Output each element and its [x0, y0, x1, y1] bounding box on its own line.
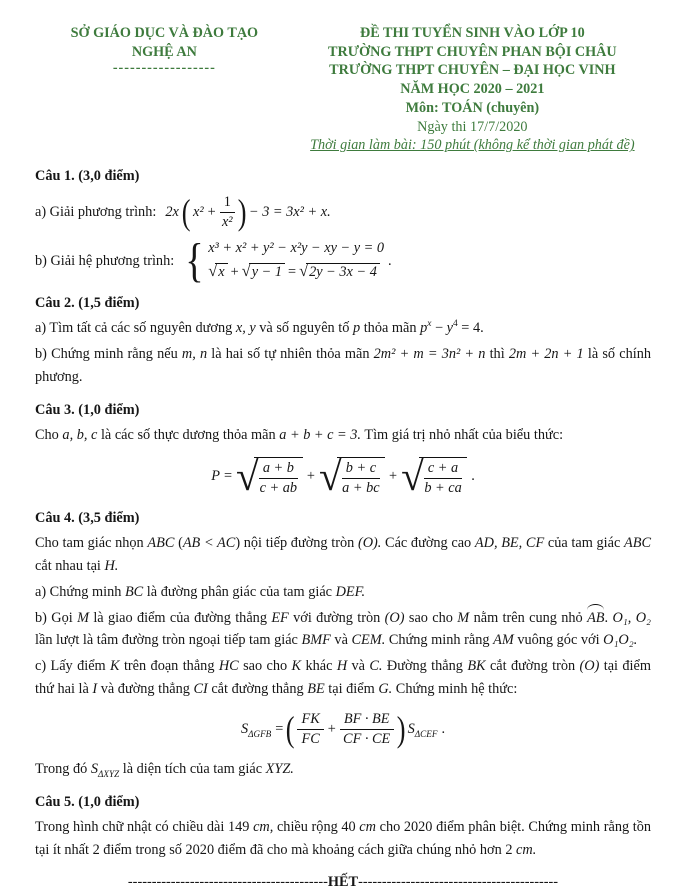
- plus-operator: +: [207, 204, 216, 221]
- text-run: S: [90, 761, 99, 778]
- cau1-heading: Câu 1. (3,0 điểm): [35, 168, 140, 185]
- text-run: nằm trên cung nhỏ: [469, 609, 588, 626]
- radical: [401, 453, 467, 500]
- text-run: Trong hình chữ nhật có chiều dài 149: [35, 819, 254, 836]
- cau4-intro: [35, 532, 651, 578]
- text-run: O₁, O₂: [612, 609, 651, 626]
- radical-sign: √: [241, 261, 251, 281]
- text-run: lần lượt là tâm đường tròn ngoại tiếp tam giác: [35, 632, 302, 649]
- footer-dashes-right: ------------------------------------------: [358, 874, 559, 891]
- radical: [208, 263, 227, 282]
- math-term: S: [407, 721, 415, 738]
- footer-dashes-left: ------------------------------------------: [127, 874, 328, 891]
- cau2b-text: [35, 343, 651, 389]
- text-run: G.: [378, 681, 393, 698]
- text-run: H.: [104, 557, 119, 574]
- text-run: là diện tích của tam giác: [119, 761, 266, 778]
- fraction-numerator: a + b: [259, 460, 298, 479]
- text-run: Chứng minh hệ thức:: [392, 681, 518, 698]
- cau4b-text: [35, 607, 651, 653]
- cau1a-label: a) Giải phương trình:: [35, 204, 157, 221]
- text-run: a) Tìm tất cả các số nguyên dương: [35, 320, 236, 337]
- text-run: Cho tam giác nhọn: [35, 534, 148, 551]
- text-run: = 4.: [457, 320, 484, 337]
- fraction-denominator: c + ab: [259, 479, 298, 496]
- text-run: và đường thẳng: [97, 681, 194, 698]
- exam-duration: Thời gian làm bài: 150 phút (không kể thời gian phát đề): [310, 137, 635, 154]
- math-term: − 3 = 3x² + x.: [248, 204, 331, 221]
- end-of-exam-marker: [35, 874, 651, 891]
- text-run: tại điểm: [324, 681, 379, 698]
- text-run: p: [420, 320, 428, 337]
- cau5-text: [35, 816, 651, 862]
- text-run: (O).: [357, 534, 382, 551]
- left-paren: (: [181, 192, 191, 233]
- text-run: AB: [587, 607, 604, 630]
- text-run: ) nội tiếp đường tròn: [235, 534, 358, 551]
- math-term: x²: [192, 204, 204, 221]
- text-run: C.: [369, 658, 383, 675]
- s-term: [241, 721, 271, 738]
- text-run: vuông góc với: [513, 632, 604, 649]
- fraction-numerator: FK: [297, 711, 323, 730]
- text-run: BC: [124, 583, 144, 600]
- text-run: K: [110, 658, 120, 675]
- text-run: (O): [579, 658, 600, 675]
- radical-sign: √: [401, 453, 424, 500]
- fraction-denominator: b + ca: [424, 479, 462, 496]
- text-run: 2m + 2n + 1: [508, 346, 584, 363]
- cau2-heading: Câu 2. (1,5 điểm): [35, 295, 140, 312]
- cau1a-line: [35, 194, 651, 231]
- text-run: CI: [193, 681, 208, 698]
- period: .: [388, 252, 392, 269]
- cau4-display-formula: [35, 711, 651, 748]
- fraction-denominator: x²: [221, 214, 233, 231]
- plus-operator: +: [389, 468, 398, 485]
- equals-sign: =: [288, 263, 297, 280]
- fraction-numerator: c + a: [424, 460, 462, 479]
- fraction-numerator: 1: [220, 194, 235, 213]
- text-run: a, b, c: [62, 426, 98, 443]
- text-run: và số nguyên tố: [255, 320, 353, 337]
- radical-sign: √: [318, 453, 342, 500]
- text-run: −: [431, 320, 447, 337]
- text-run: ABC: [147, 534, 175, 551]
- cau4c-text: [35, 655, 651, 701]
- text-run: là số chính phương.: [35, 346, 651, 385]
- system-row-1: x³ + x² + y² − x²y − xy − y = 0: [208, 240, 385, 257]
- fraction-denominator: a + bc: [342, 479, 380, 496]
- section-cau-4: [35, 510, 651, 781]
- text-run: Các đường cao: [381, 534, 475, 551]
- school-name-1: TRƯỜNG THPT CHUYÊN PHAN BỘI CHÂU: [328, 43, 617, 60]
- text-run: Cho: [35, 426, 63, 443]
- text-run: trên đoạn thẳng: [119, 658, 219, 675]
- text-run: O₁O₂.: [603, 632, 638, 649]
- cau4-note: [35, 758, 651, 781]
- text-run: y: [446, 320, 454, 337]
- text-run: (: [174, 534, 183, 551]
- text-run: cắt đường thẳng: [207, 681, 308, 698]
- text-run: là các số thực dương thỏa mãn: [97, 426, 280, 443]
- text-run: p: [352, 320, 361, 337]
- text-run: và: [330, 632, 352, 649]
- system-brace: {: [185, 233, 204, 287]
- fraction-numerator: b + c: [342, 460, 380, 479]
- text-run: là giao điểm của đường thẳng: [88, 609, 272, 626]
- subject-line: Môn: TOÁN (chuyên): [405, 99, 540, 116]
- s-term: [408, 721, 438, 738]
- fraction-denominator: CF · CE: [343, 731, 391, 748]
- plus-operator: +: [327, 721, 336, 738]
- radical-sign: √: [299, 261, 309, 281]
- text-run: cm,: [253, 819, 274, 836]
- divider-dashes: ------------------: [112, 60, 216, 77]
- text-run: 4: [453, 319, 458, 330]
- text-run: với đường tròn: [288, 609, 385, 626]
- text-run: CEM.: [351, 632, 386, 649]
- radical: [318, 453, 385, 500]
- cau1b-label: b) Giải hệ phương trình:: [35, 252, 175, 269]
- text-run: chiều rộng 40: [273, 819, 360, 836]
- text-run: AB < AC: [182, 534, 236, 551]
- subscript: ΔCEF: [414, 729, 438, 740]
- text-run: BMF: [301, 632, 331, 649]
- text-run: của tam giác: [544, 534, 624, 551]
- text-run: thỏa mãn: [360, 320, 421, 337]
- text-run: BE: [307, 681, 325, 698]
- authority-name: SỞ GIÁO DỤC VÀ ĐÀO TẠO: [70, 25, 259, 41]
- text-run: I: [92, 681, 98, 698]
- cau3-intro: [35, 424, 651, 447]
- cau5-heading: Câu 5. (1,0 điểm): [35, 794, 140, 811]
- authority-province: NGHỆ AN: [131, 43, 197, 60]
- radicand: 2y − 3x − 4: [306, 263, 380, 282]
- system-rows: [208, 240, 384, 282]
- equals-sign: =: [223, 468, 233, 485]
- het-label: HẾT: [327, 874, 359, 891]
- text-run: cắt đường tròn: [485, 658, 580, 675]
- text-run: a) Chứng minh: [35, 583, 125, 600]
- radical: [236, 453, 303, 500]
- math-term: S: [240, 721, 249, 738]
- text-run: M: [457, 609, 470, 626]
- area-relation-formula: [241, 711, 445, 748]
- fraction: [220, 194, 235, 231]
- text-run: DEF.: [335, 583, 366, 600]
- text-run: b) Chứng minh rằng nếu: [35, 346, 182, 363]
- text-run: sao cho: [404, 609, 458, 626]
- text-run: ΔXYZ: [98, 769, 120, 780]
- section-cau-1: [35, 168, 651, 287]
- cau4a-text: [35, 581, 651, 604]
- left-paren: (: [286, 709, 295, 750]
- exam-body: [35, 168, 651, 862]
- math-term: 2x: [165, 204, 179, 221]
- period: .: [471, 468, 475, 485]
- text-run: K: [291, 658, 302, 675]
- text-run: x: [427, 319, 432, 330]
- section-cau-3: [35, 401, 651, 500]
- plus-operator: +: [306, 468, 315, 485]
- text-run: (O): [384, 609, 405, 626]
- text-run: c) Lấy điểm: [35, 658, 111, 675]
- cau3-heading: Câu 3. (1,0 điểm): [35, 401, 140, 418]
- document-header: [35, 24, 651, 155]
- radical-sign: √: [236, 453, 259, 500]
- text-run: EF: [271, 609, 289, 626]
- text-run: là đường phân giác của tam giác: [143, 583, 336, 600]
- text-run: Tìm giá trị nhỏ nhất của biểu thức:: [361, 426, 564, 443]
- radicand: y − 1: [249, 263, 285, 282]
- exam-title-block: [294, 24, 651, 155]
- text-run: và: [347, 658, 370, 675]
- equals-sign: =: [275, 721, 284, 738]
- radical-sign: √: [208, 261, 218, 281]
- text-run: x, y: [235, 320, 256, 337]
- fraction-numerator: BF · BE: [340, 711, 394, 730]
- school-name-2: TRƯỜNG THPT CHUYÊN – ĐẠI HỌC VINH: [329, 62, 616, 79]
- text-run: thì: [485, 346, 509, 363]
- text-run: Đường thẳng: [382, 658, 468, 675]
- text-run: cm: [359, 819, 376, 836]
- subscript: ΔGFB: [248, 729, 272, 740]
- text-run: BK: [467, 658, 486, 675]
- text-run: M: [77, 609, 89, 626]
- exam-date: Ngày thi 17/7/2020: [417, 118, 528, 135]
- radicand: [337, 457, 385, 497]
- text-run: Chứng minh rằng: [385, 632, 494, 649]
- radicand: [419, 457, 467, 497]
- system-row-2: [208, 263, 380, 282]
- cau1b-system: [183, 233, 392, 287]
- text-run: Trong đó: [35, 761, 91, 778]
- cau1b-line: [35, 233, 651, 287]
- right-paren: ): [396, 709, 405, 750]
- text-run: cho 2020 điểm phân biệt. Chứng minh rằng tồn tại ít nhất 2 điểm trong số 2020 điểm đã cho mà khoảng cách giữa chúng nhỏ hơn 2: [35, 819, 652, 859]
- cau2a-text: [35, 317, 651, 340]
- radicand: x: [215, 263, 227, 282]
- text-run: AD, BE, CF: [474, 534, 545, 551]
- text-run: b) Gọi: [35, 609, 78, 626]
- text-run: tại điểm thứ hai là: [35, 658, 651, 698]
- fraction: [259, 460, 298, 497]
- cau3-display-formula: [35, 453, 651, 500]
- text-run: khác: [301, 658, 337, 675]
- text-run: .: [604, 609, 613, 626]
- text-run: AM: [493, 632, 514, 649]
- text-run: a + b + c = 3.: [279, 426, 362, 443]
- radical: [299, 263, 380, 282]
- text-run: H: [336, 658, 348, 675]
- text-run: m, n: [181, 346, 208, 363]
- fraction: [340, 711, 394, 748]
- section-cau-5: [35, 794, 651, 862]
- fraction: [342, 460, 380, 497]
- cau4-heading: Câu 4. (3,5 điểm): [35, 509, 140, 526]
- fraction: [297, 711, 323, 748]
- cau1a-equation: [165, 194, 330, 231]
- section-cau-2: [35, 295, 651, 389]
- plus-operator: +: [230, 263, 239, 280]
- fraction: [424, 460, 462, 497]
- issuing-authority-block: [35, 24, 294, 155]
- right-paren: ): [237, 192, 247, 233]
- school-year: NĂM HỌC 2020 – 2021: [400, 81, 545, 98]
- math-term: P: [211, 468, 220, 485]
- exam-title: ĐỀ THI TUYỂN SINH VÀO LỚP 10: [360, 25, 585, 41]
- period: .: [441, 721, 446, 738]
- text-run: cắt nhau tại: [35, 557, 105, 574]
- text-run: là hai số tự nhiên thỏa mãn: [207, 346, 374, 363]
- text-run: sao cho: [238, 658, 292, 675]
- text-run: HC: [218, 658, 239, 675]
- fraction-denominator: FC: [301, 731, 320, 748]
- text-run: ABC: [623, 534, 651, 551]
- text-run: cm.: [516, 842, 537, 859]
- text-run: XYZ.: [265, 761, 294, 778]
- radicand: [254, 457, 303, 497]
- radical: [242, 263, 285, 282]
- p-formula: [211, 453, 475, 500]
- text-run: 2m² + m = 3n² + n: [373, 346, 486, 363]
